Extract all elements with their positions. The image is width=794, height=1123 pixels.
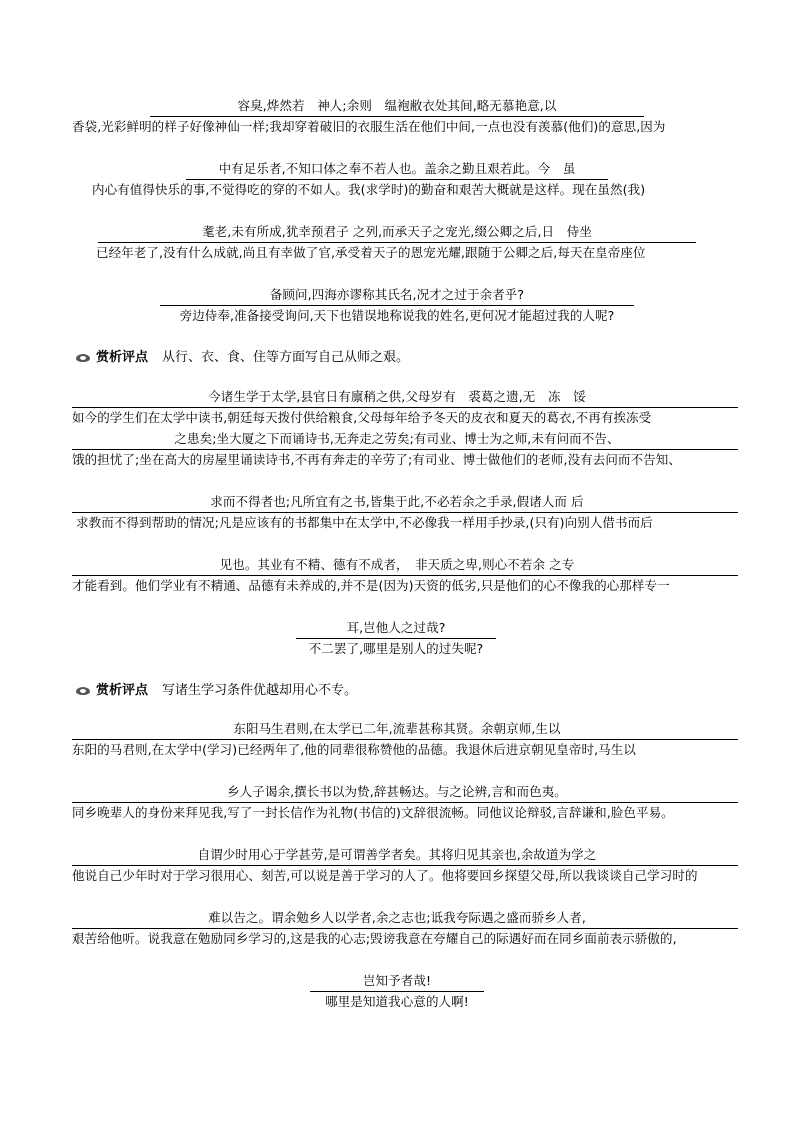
original-line: 难以告之。谓余勉乡人以学者,余之志也;诋我夸际遇之盛而骄乡人者, bbox=[208, 910, 586, 925]
translation-line: 旁边侍奉,准备接受询问,天下也错误地称说我的姓名,更何况才能超过我的人呢? bbox=[179, 308, 615, 323]
note-label: 赏析评点 bbox=[96, 350, 149, 365]
translation-line: 哪里是知道我心意的人啊! bbox=[325, 994, 469, 1009]
translation-line: 同乡晚辈人的身份来拜见我,写了一封长信作为礼物(书信的)文辞很流畅。同他议论辩驳,言辞谦和,脸色平易。 bbox=[72, 805, 674, 820]
original-line: 备顾问,四海亦谬称其氏名,况才之过于余者乎? bbox=[269, 287, 525, 302]
divider bbox=[72, 865, 738, 866]
translation-line: 内心有值得快乐的事,不觉得吃的穿的不如人。我(求学时)的勤奋和艰苦大概就是这样。现在虽然(我) bbox=[92, 182, 646, 197]
translation-line: 求教而不得到帮助的情况;凡是应该有的书都集中在太学中,不必像我一样用手抄录,(只有)向别人借书而后 bbox=[76, 515, 653, 530]
original-line: 耳,岂他人之过哉? bbox=[346, 620, 446, 635]
divider bbox=[72, 407, 738, 408]
divider bbox=[310, 991, 484, 992]
divider bbox=[72, 449, 738, 450]
original-line: 见也。其业有不精、德有不成者， 非天质之卑,则心不若余 之专 bbox=[219, 557, 575, 572]
note-text: 写诸生学习条件优越却用心不专。 bbox=[162, 683, 358, 698]
translation-line: 不二罢了,哪里是别人的过失呢? bbox=[308, 641, 484, 656]
original-line: 乡人子谒余,撰长书以为贽,辞甚畅达。与之论辨,言和而色夷。 bbox=[227, 784, 567, 799]
original-line: 自谓少时用心于学甚劳,是可谓善学者矣。其将归见其亲也,余故道为学之 bbox=[197, 847, 597, 862]
appreciation-note bbox=[76, 682, 357, 700]
original-line: 岂知予者哉! bbox=[362, 973, 432, 988]
divider bbox=[72, 512, 738, 513]
translation-line: 饿的担忧了;坐在高大的房屋里诵读诗书,不再有奔走的辛劳了;有司业、博士做他们的老师,没有去问而不告知、 bbox=[72, 452, 681, 467]
original-line: 容臭,烨然若 神人;余则 缊袍敝衣处其间,略无慕艳意,以 bbox=[237, 98, 557, 113]
original-line: 中有足乐者,不知口体之奉不若人也。盖余之勤且艰若此。今 虽 bbox=[218, 161, 576, 176]
translation-line: 他说自己少年时对于学习很用心、刻苦,可以说是善于学习的人了。他将要回乡探望父母,所以我谈谈自己学习时的 bbox=[72, 868, 698, 883]
translation-line: 东阳的马君则,在太学中(学习)已经两年了,他的同辈很称赞他的品德。我退休后进京朝见皇帝时,马生以 bbox=[72, 742, 636, 757]
translation-line: 如今的学生们在太学中读书,朝廷每天拨付供给粮食,父母每年给予冬天的皮衣和夏天的葛衣,不再有挨冻受 bbox=[72, 410, 652, 425]
divider bbox=[72, 739, 738, 740]
note-text: 从行、衣、食、住等方面写自己从师之艰。 bbox=[162, 350, 410, 365]
original-line: 之患矣;坐大厦之下而诵诗书,无奔走之劳矣;有司业、博士为之师,未有问而不告、 bbox=[174, 431, 620, 446]
fan-bullet-icon bbox=[76, 353, 92, 363]
divider bbox=[186, 179, 608, 180]
original-line: 耄老,未有所成,犹幸预君子 之列,而承天子之宠光,缀公卿之后,日 侍坐 bbox=[202, 224, 592, 239]
divider bbox=[150, 116, 644, 117]
fan-bullet-icon bbox=[76, 686, 92, 696]
divider bbox=[98, 242, 696, 243]
original-line: 东阳马生君则,在太学已二年,流辈甚称其贤。余朝京师,生以 bbox=[233, 721, 561, 736]
note-label: 赏析评点 bbox=[96, 683, 149, 698]
divider bbox=[160, 305, 634, 306]
translation-line: 艰苦给他听。说我意在勉励同乡学习的,这是我的心志;毁谤我意在夸耀自己的际遇好而在同乡面前表示骄傲的, bbox=[72, 931, 677, 946]
translation-line: 已经年老了,没有什么成就,尚且有幸做了官,承受着天子的恩宠光耀,跟随于公卿之后,每天在皇帝座位 bbox=[96, 245, 646, 260]
translation-line: 才能看到。他们学业有不精通、品德有未养成的,并不是(因为)天资的低劣,只是他们的心不像我的心那样专一 bbox=[72, 578, 670, 593]
appreciation-note bbox=[76, 349, 409, 367]
original-line: 求而不得者也;凡所宜有之书,皆集于此,不必若余之手录,假诸人而 后 bbox=[210, 494, 584, 509]
original-line: 今诸生学于太学,县官日有廪稍之供,父母岁有 裘葛之遗,无 冻 馁 bbox=[208, 389, 586, 404]
divider bbox=[72, 802, 738, 803]
divider bbox=[296, 638, 496, 639]
divider bbox=[72, 928, 738, 929]
divider bbox=[72, 575, 738, 576]
translation-line: 香袋,光彩鲜明的样子好像神仙一样;我却穿着破旧的衣服生活在他们中间,一点也没有羡慕(他们)的意思,因为 bbox=[72, 119, 666, 134]
